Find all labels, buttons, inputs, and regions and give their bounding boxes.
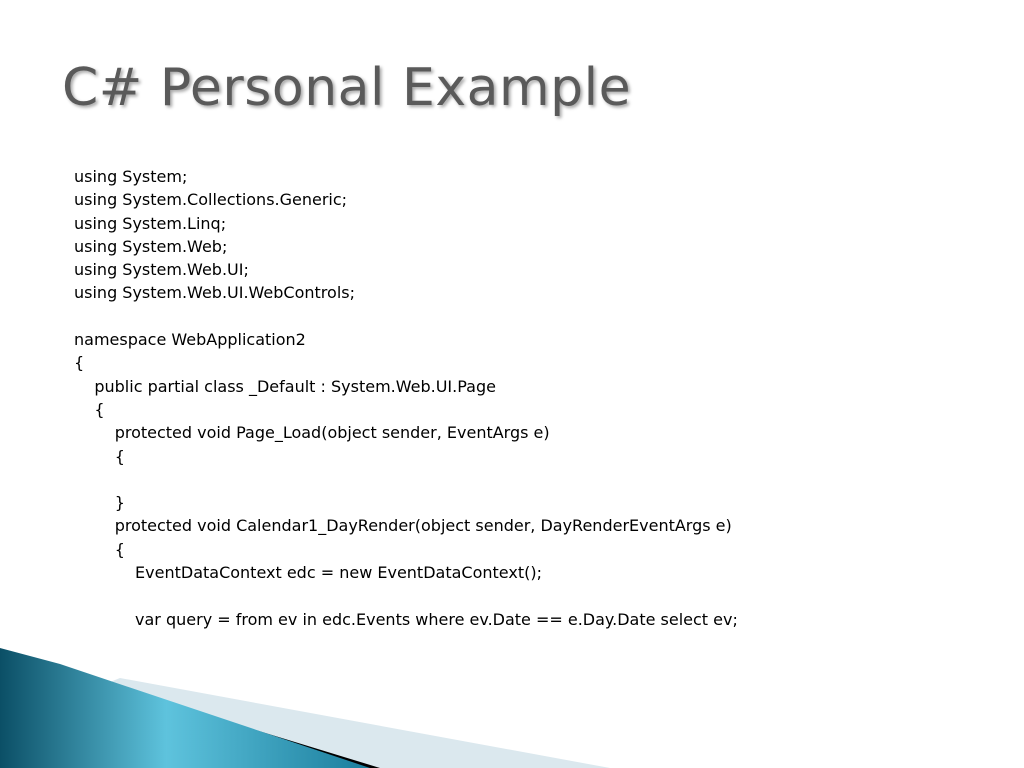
code-line: {	[74, 399, 105, 419]
code-line: using System.Web.UI.WebControls;	[74, 283, 355, 303]
decor-blue-wedge	[0, 648, 370, 768]
code-line	[74, 468, 974, 491]
code-line: using System.Web;	[74, 236, 228, 256]
code-line: EventDataContext edc = new EventDataContext();	[74, 563, 542, 583]
code-line: }	[74, 493, 125, 513]
code-line: using System.Linq;	[74, 213, 227, 233]
code-listing	[74, 165, 974, 631]
code-line: using System.Collections.Generic;	[74, 190, 348, 210]
code-line	[74, 584, 974, 607]
code-line: protected void Calendar1_DayRender(object sender, DayRenderEventArgs e)	[74, 516, 732, 536]
code-line: using System;	[74, 167, 188, 186]
code-line: {	[74, 539, 125, 559]
code-line: var query = from ev in edc.Events where ev.Date == e.Day.Date select ev;	[74, 609, 738, 629]
code-line: public partial class _Default : System.Web.UI.Page	[74, 376, 496, 396]
slide-title: C# Personal Example	[62, 58, 632, 118]
code-line: namespace WebApplication2	[74, 330, 306, 350]
code-line: {	[74, 446, 125, 466]
decor-light-band	[90, 678, 610, 768]
code-line: {	[74, 353, 85, 373]
code-line: using System.Web.UI;	[74, 260, 249, 280]
code-line: protected void Page_Load(object sender, EventArgs e)	[74, 423, 550, 443]
code-line	[74, 305, 974, 328]
decor-black-stripe	[30, 664, 380, 768]
